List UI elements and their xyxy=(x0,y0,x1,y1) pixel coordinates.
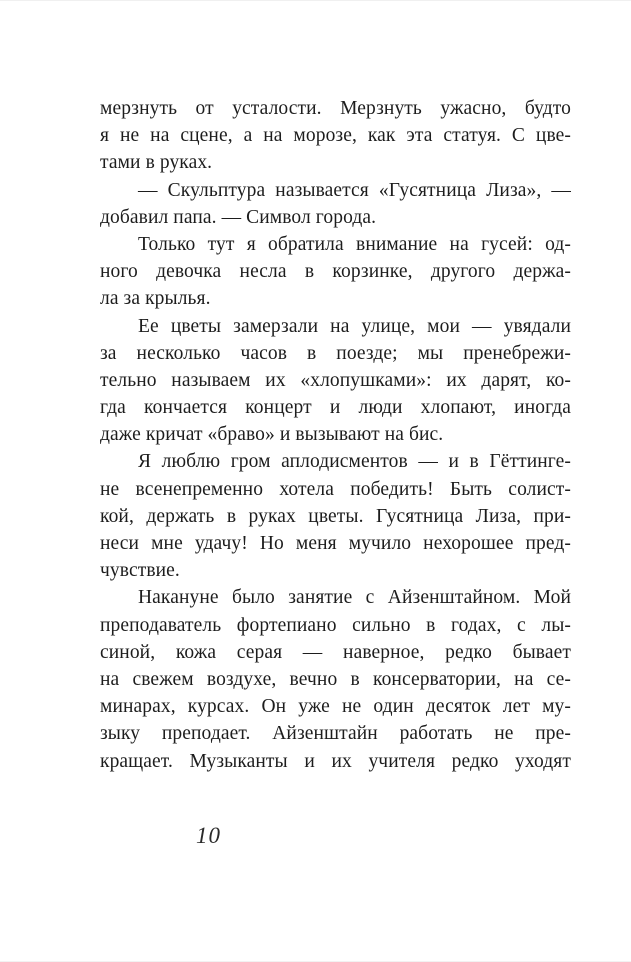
text-line: кращает. Музыканты и их учителя редко уходят xyxy=(100,750,571,772)
text-line: на свежем воздухе, вечно в консерватории, на се- xyxy=(100,668,571,690)
text-line: Только тут я обратила внимание на гусей: од- xyxy=(138,233,571,255)
text-line: добавил папа. — Символ города. xyxy=(100,206,377,228)
page-text xyxy=(100,95,571,775)
text-line: тельно называем их «хлопушками»: их дарят, ко- xyxy=(100,369,571,391)
text-line: тами в руках. xyxy=(100,152,213,174)
page-number: 10 xyxy=(196,823,221,848)
text-line: синой, кожа серая — наверное, редко бывает xyxy=(100,641,571,663)
text-line: преподаватель фортепиано сильно в годах, с лы- xyxy=(100,614,571,636)
text-line: неси мне удачу! Но меня мучило нехорошее пред- xyxy=(100,533,571,554)
text-line: ного девочка несла в корзинке, другого держа- xyxy=(100,261,571,283)
text-line: — Скульптура называется «Гусятница Лиза», — xyxy=(138,179,571,201)
text-line: Ее цветы замерзали на улице, мои — увядали xyxy=(138,315,571,337)
text-line: мерзнуть от усталости. Мерзнуть ужасно, будто xyxy=(100,98,571,119)
text-line: гда кончается концерт и люди хлопают, иногда xyxy=(100,397,571,419)
text-line: зыку преподает. Айзенштайн работать не пре- xyxy=(100,723,571,745)
text-line: Я люблю гром аплодисментов — и в Гёттинге- xyxy=(138,451,571,473)
text-line: кой, держать в руках цветы. Гусятница Лиза, при- xyxy=(100,505,571,527)
text-line: не всенепременно хотела победить! Быть солист- xyxy=(100,478,571,500)
text-line: ла за крылья. xyxy=(100,288,211,310)
text-line: даже кричат «браво» и вызывают на бис. xyxy=(100,424,444,446)
text-line: Накануне было занятие с Айзенштайном. Мой xyxy=(138,587,571,609)
text-line: я не на сцене, а на морозе, как эта статуя. С цве- xyxy=(100,125,571,147)
text-line: за несколько часов в поезде; мы пренебрежи- xyxy=(100,342,571,364)
text-line: минарах, курсах. Он уже не один десяток лет му- xyxy=(100,696,571,718)
text-line: чувствие. xyxy=(100,560,180,582)
